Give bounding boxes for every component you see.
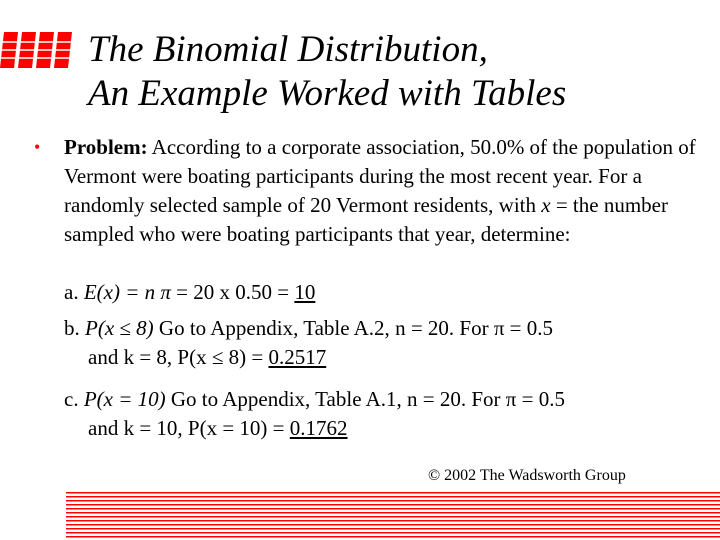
title-line-1: The Binomial Distribution, bbox=[88, 29, 488, 70]
item-c-expr: P(x = 10) bbox=[83, 387, 166, 411]
item-b-prefix: b. bbox=[64, 316, 85, 340]
copyright-notice: © 2002 The Wadsworth Group bbox=[428, 467, 626, 484]
problem-var-x: x bbox=[541, 193, 551, 217]
item-b-cont-text: and bbox=[88, 345, 124, 369]
item-a-calc: = 20 x 0.50 = bbox=[170, 280, 295, 304]
item-b-cont-expr: k = 8, P(x ≤ 8) = bbox=[123, 345, 269, 369]
item-b-continuation bbox=[64, 343, 704, 372]
item-c-cont-expr: k = 10, P(x = 10) = bbox=[123, 416, 290, 440]
item-c-continuation bbox=[64, 414, 704, 443]
item-b-expr: P(x ≤ 8) bbox=[85, 316, 154, 340]
bullet-icon: • bbox=[34, 137, 41, 157]
decorative-stripes bbox=[66, 492, 720, 540]
item-c-answer: 0.1762 bbox=[289, 416, 348, 440]
problem-text-2: = the number sampled who were boating participants that year, determine: bbox=[64, 193, 668, 246]
item-a-expr: E(x) = n π bbox=[83, 280, 171, 304]
page-title bbox=[88, 28, 566, 116]
decorative-logo-icon bbox=[0, 30, 80, 70]
problem-paragraph bbox=[64, 133, 704, 249]
item-c-prefix: c. bbox=[64, 387, 84, 411]
item-c bbox=[64, 385, 704, 443]
item-b bbox=[64, 314, 704, 372]
problem-text: According to a corporate association, 50.0% of the population of Vermont were boating participants during the most recent year. For a randomly selected sample of 20 Vermont residents, with bbox=[64, 135, 696, 217]
item-c-n-eq: n = 20. For π = 0.5 bbox=[407, 387, 565, 411]
item-c-text: Go to Appendix, Table A.1, bbox=[165, 387, 408, 411]
problem-label: Problem: bbox=[64, 135, 148, 159]
item-b-n-eq: n = 20. For π = 0.5 bbox=[395, 316, 554, 340]
item-a-prefix: a. bbox=[64, 280, 84, 304]
item-a bbox=[64, 278, 704, 307]
item-b-answer: 0.2517 bbox=[268, 345, 327, 369]
item-c-cont-text: and bbox=[88, 416, 124, 440]
item-b-text: Go to Appendix, Table A.2, bbox=[153, 316, 396, 340]
title-line-2: An Example Worked with Tables bbox=[88, 73, 567, 114]
item-a-answer: 10 bbox=[294, 280, 316, 304]
